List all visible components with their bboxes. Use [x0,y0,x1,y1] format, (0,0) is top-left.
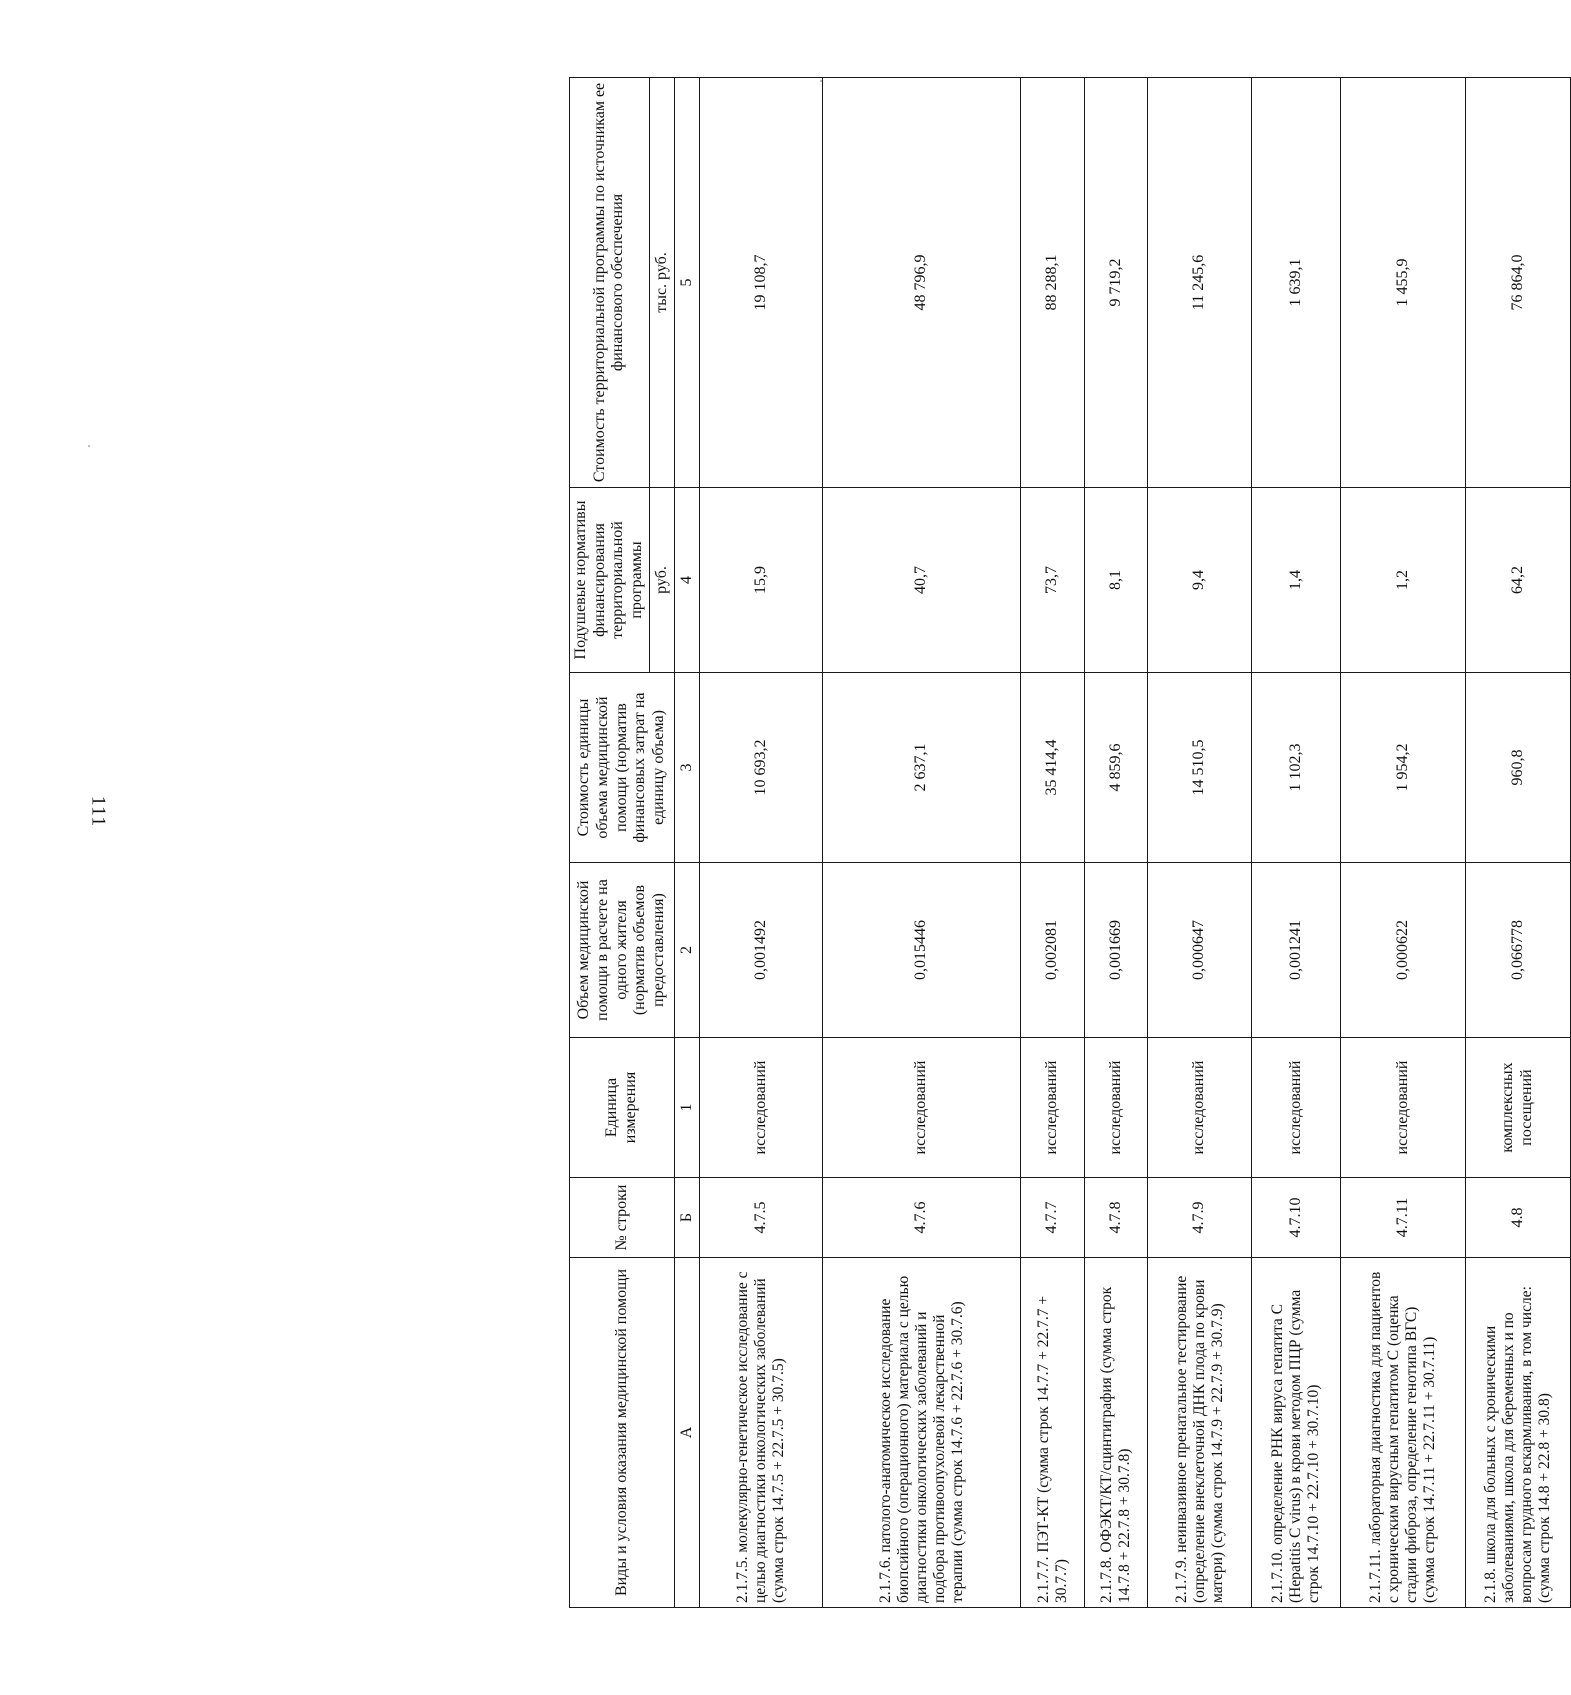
row-per-capita: 1,2 [1340,488,1466,673]
row-per-capita: 40,7 [823,488,1021,673]
header-kind: Виды и условия оказания медицинской помощи [570,1258,675,1608]
scan-speck [88,445,90,447]
row-unit: исследований [823,1038,1021,1178]
row-unit: исследований [1340,1038,1466,1178]
col-number: 3 [674,673,699,863]
row-unit: исследований [699,1038,822,1178]
col-number: 4 [674,488,699,673]
unit-thousand-rub: тыс. руб. [649,78,674,488]
table-row [1085,78,1147,1608]
row-per-capita: 1,4 [1252,488,1340,673]
row-name: 2.1.7.9. неинвазивное пренатальное тестирование (определение внеклеточной ДНК плода по крови матери) (сумма строк 14.7.9 + 22.7.9 + 30.7.9) [1147,1258,1252,1608]
table-row [1340,78,1466,1608]
row-volume: 0,000647 [1147,863,1252,1038]
header-total-cost: Стоимость территориальной программы по источникам ее финансового обеспечения [570,78,650,488]
header-unit-cost: Стоимость единицы объема медицинской помощи (норматив финансовых затрат на единицу объема) [570,673,675,863]
row-volume: 0,000622 [1340,863,1466,1038]
header-unit: Единица измерения [570,1038,675,1178]
row-per-capita: 9,4 [1147,488,1252,673]
rotated-table-wrapper [569,78,1571,1608]
row-cost: 35 414,4 [1020,673,1085,863]
row-name: 2.1.7.7. ПЭТ-КТ (сумма строк 14.7.7 + 22.7.7 + 30.7.7) [1020,1258,1085,1608]
row-per-capita: 64,2 [1466,488,1571,673]
row-volume: 0,001669 [1085,863,1147,1038]
row-line: 4.7.11 [1340,1178,1466,1258]
row-name: 2.1.7.5. молекулярно-генетическое исследование с целью диагностики онкологических заболеваний (сумма строк 14.7.5 + 22.7.5 + 30.7.5) [699,1258,822,1608]
row-total: 76 864,0 [1466,78,1571,488]
row-total: 19 108,7 [699,78,822,488]
row-cost: 960,8 [1466,673,1571,863]
col-number: 5 [674,78,699,488]
table-row [1252,78,1340,1608]
header-line-number: № строки [570,1178,675,1258]
col-number: 1 [674,1038,699,1178]
page-number: 111 [87,795,110,828]
row-line: 4.7.7 [1020,1178,1085,1258]
col-number: А [674,1258,699,1608]
row-line: 4.7.9 [1147,1178,1252,1258]
table-row [1147,78,1252,1608]
row-total: 1 455,9 [1340,78,1466,488]
row-name: 2.1.7.11. лабораторная диагностика для пациентов с хроническим вирусным гепатитом С (оценка стадии фиброза, определение генотипа ВГС) (сумма строк 14.7.11 + 22.7.11 + 30.7.11) [1340,1258,1466,1608]
row-per-capita: 15,9 [699,488,822,673]
row-unit: исследований [1147,1038,1252,1178]
column-numbers-row [674,78,699,1608]
table-row [699,78,822,1608]
row-cost: 4 859,6 [1085,673,1147,863]
header-row [570,78,650,1608]
row-total: 48 796,9 [823,78,1021,488]
row-volume: 0,002081 [1020,863,1085,1038]
row-line: 4.7.5 [699,1178,822,1258]
row-unit: исследований [1252,1038,1340,1178]
row-name: 2.1.7.6. патолого-анатомическое исследование биопсийного (операционного) материала с целью диагностики онкологических заболеваний и подбора противоопухолевой лекарственной терапии (сумма строк 14.7.6 + 22.7.6 + 30.7.6) [823,1258,1021,1608]
row-line: 4.8 [1466,1178,1571,1258]
header-per-capita: Подушевые нормативы финансирования территориальной программы [570,488,650,673]
row-volume: 0,001241 [1252,863,1340,1038]
row-cost: 2 637,1 [823,673,1021,863]
col-number: 2 [674,863,699,1038]
table-row [1466,78,1571,1608]
unit-rub: руб. [649,488,674,673]
row-unit: исследований [1085,1038,1147,1178]
table-row [823,78,1021,1608]
table-row [1020,78,1085,1608]
row-line: 4.7.8 [1085,1178,1147,1258]
row-cost: 10 693,2 [699,673,822,863]
row-volume: 0,066778 [1466,863,1571,1038]
row-cost: 14 510,5 [1147,673,1252,863]
row-total: 88 288,1 [1020,78,1085,488]
col-number: Б [674,1178,699,1258]
row-unit: исследований [1020,1038,1085,1178]
row-line: 4.7.10 [1252,1178,1340,1258]
row-name: 2.1.7.8. ОФЭКТ/КТ/сцинтиграфия (сумма строк 14.7.8 + 22.7.8 + 30.7.8) [1085,1258,1147,1608]
row-unit: комплексных посещений [1466,1038,1571,1178]
row-per-capita: 73,7 [1020,488,1085,673]
row-name: 2.1.7.10. определение РНК вируса гепатита С (Hepatitis C virus) в крови методом ПЦР (сумма строк 14.7.10 + 22.7.10 + 30.7.10) [1252,1258,1340,1608]
row-volume: 0,001492 [699,863,822,1038]
row-cost: 1 102,3 [1252,673,1340,863]
row-cost: 1 954,2 [1340,673,1466,863]
row-per-capita: 8,1 [1085,488,1147,673]
row-total: 1 639,1 [1252,78,1340,488]
row-volume: 0,015446 [823,863,1021,1038]
row-total: 9 719,2 [1085,78,1147,488]
row-name: 2.1.8. школа для больных с хроническими заболеваниями, школа для беременных и по вопросам грудного вскармливания, в том числе: (сумма строк 14.8 + 22.8 + 30.8) [1466,1258,1571,1608]
row-line: 4.7.6 [823,1178,1021,1258]
financing-table [569,77,1571,1608]
row-total: 11 245,6 [1147,78,1252,488]
header-volume: Объем медицинской помощи в расчете на одного жителя (норматив объемов предоставления) [570,863,675,1038]
